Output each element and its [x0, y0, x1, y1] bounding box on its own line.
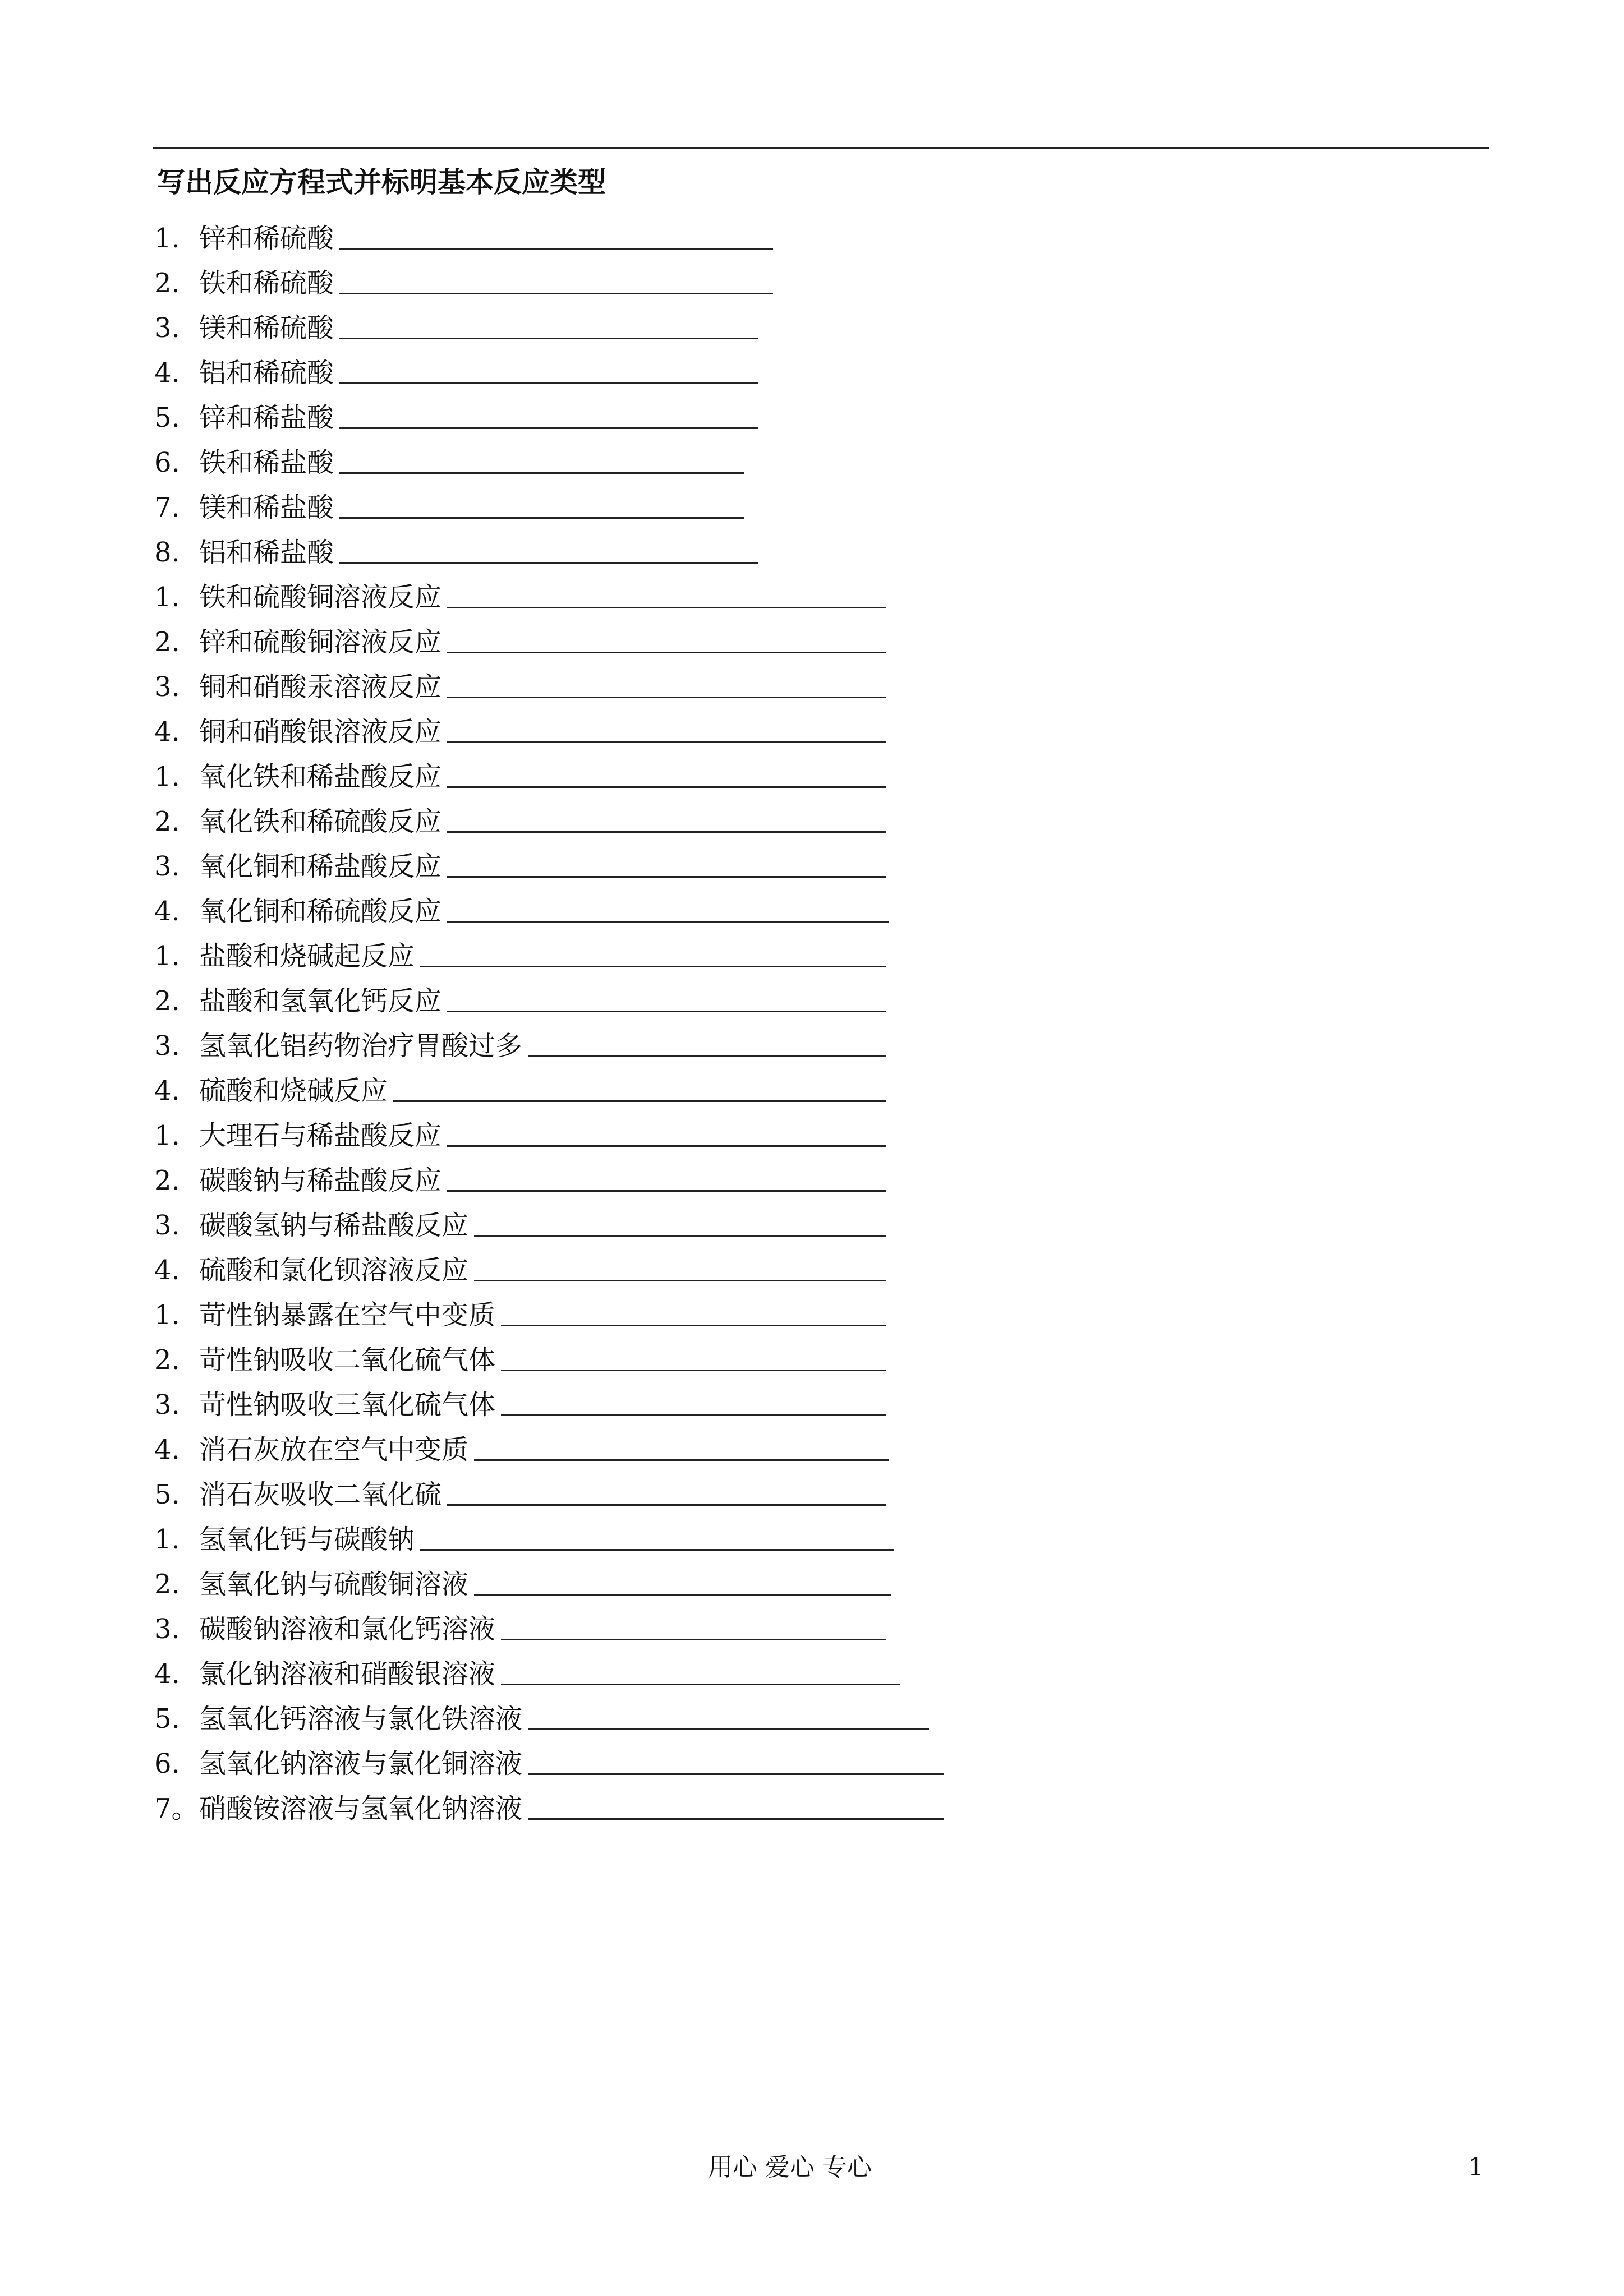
page-title: 写出反应方程式并标明基本反应类型 — [157, 165, 606, 199]
question-item — [154, 1242, 886, 1287]
answer-blank-line[interactable] — [339, 293, 773, 294]
question-text: 氢氧化铝药物治疗胃酸过多 — [199, 1030, 523, 1062]
question-number: 8. — [154, 537, 180, 568]
question-text: 锌和硫酸铜溶液反应 — [199, 626, 442, 658]
question-item — [154, 1152, 886, 1197]
question-item — [154, 1691, 929, 1736]
question-item — [154, 838, 886, 883]
question-item — [154, 569, 886, 614]
answer-blank-line[interactable] — [528, 1728, 929, 1730]
question-item — [154, 1781, 944, 1825]
question-item — [154, 435, 744, 480]
question-text: 铁和稀盐酸 — [199, 447, 334, 478]
question-number: 3. — [154, 671, 180, 703]
answer-blank-line[interactable] — [420, 966, 886, 967]
answer-blank-line[interactable] — [447, 1145, 886, 1147]
answer-blank-line[interactable] — [447, 697, 886, 698]
answer-blank-line[interactable] — [501, 1684, 900, 1685]
question-text: 镁和稀硫酸 — [199, 312, 334, 344]
question-number: 2. — [154, 1569, 180, 1600]
answer-blank-line[interactable] — [501, 1325, 886, 1326]
question-text: 碳酸钠与稀盐酸反应 — [199, 1165, 442, 1196]
question-item — [154, 480, 744, 524]
question-number: 5. — [154, 1479, 180, 1510]
question-number: 1. — [154, 223, 180, 254]
question-text: 镁和稀盐酸 — [199, 492, 334, 523]
question-text: 铝和稀盐酸 — [199, 537, 334, 568]
question-text: 锌和稀硫酸 — [199, 223, 334, 254]
answer-blank-line[interactable] — [447, 607, 886, 608]
question-number: 2. — [154, 985, 180, 1017]
question-item — [154, 1511, 894, 1556]
question-text: 铁和硫酸铜溶液反应 — [199, 582, 442, 613]
question-text: 氢氧化钠与硫酸铜溶液 — [199, 1569, 469, 1600]
answer-blank-line[interactable] — [393, 1100, 886, 1102]
question-item — [154, 300, 758, 345]
question-number: 4. — [154, 1434, 180, 1465]
question-number: 2. — [154, 1165, 180, 1196]
question-text: 硝酸铵溶液与氢氧化钠溶液 — [199, 1793, 523, 1824]
answer-blank-line[interactable] — [447, 1011, 886, 1012]
question-number: 4. — [154, 896, 180, 927]
question-number: 3. — [154, 1389, 180, 1421]
page-number: 1 — [1468, 2153, 1484, 2182]
answer-blank-line[interactable] — [501, 1639, 886, 1640]
question-number: 2. — [154, 1344, 180, 1376]
question-number: 4. — [154, 716, 180, 748]
answer-blank-line[interactable] — [339, 562, 758, 564]
question-text: 氢氧化钠溶液与氯化铜溶液 — [199, 1748, 523, 1779]
answer-blank-line[interactable] — [339, 382, 758, 384]
question-text: 盐酸和氢氧化钙反应 — [199, 985, 442, 1017]
question-number: 4. — [154, 1075, 180, 1106]
question-text: 消石灰吸收二氧化硫 — [199, 1479, 442, 1510]
question-item — [154, 1736, 944, 1781]
answer-blank-line[interactable] — [447, 1190, 886, 1192]
question-text: 铜和硝酸银溶液反应 — [199, 716, 442, 748]
answer-blank-line[interactable] — [447, 1504, 886, 1506]
question-text: 氧化铁和稀盐酸反应 — [199, 761, 442, 792]
answer-blank-line[interactable] — [474, 1594, 891, 1596]
question-number: 1. — [154, 1299, 180, 1331]
answer-blank-line[interactable] — [339, 248, 773, 250]
question-text: 盐酸和烧碱起反应 — [199, 940, 415, 972]
question-item — [154, 1422, 889, 1467]
question-text: 苛性钠吸收二氧化硫气体 — [199, 1344, 496, 1376]
question-item — [154, 1601, 886, 1646]
answer-blank-line[interactable] — [474, 1459, 889, 1461]
question-number: 4. — [154, 357, 180, 389]
question-number: 3. — [154, 312, 180, 344]
question-number: 1. — [154, 761, 180, 792]
question-number: 3. — [154, 1210, 180, 1241]
question-item — [154, 749, 886, 794]
question-number: 1. — [154, 582, 180, 613]
question-item — [154, 883, 889, 928]
question-item — [154, 210, 773, 255]
question-item — [154, 1197, 886, 1242]
question-item — [154, 255, 773, 300]
question-item — [154, 1108, 886, 1152]
answer-blank-line[interactable] — [474, 1280, 886, 1281]
question-number: 4. — [154, 1658, 180, 1690]
answer-blank-line[interactable] — [420, 1549, 894, 1551]
question-text: 苛性钠吸收三氧化硫气体 — [199, 1389, 496, 1421]
question-text: 氢氧化钙与碳酸钠 — [199, 1524, 415, 1555]
question-number: 2. — [154, 626, 180, 658]
answer-blank-line[interactable] — [339, 427, 758, 429]
question-item — [154, 524, 758, 569]
answer-blank-line[interactable] — [447, 741, 886, 743]
question-number: 2. — [154, 268, 180, 299]
question-item — [154, 1556, 891, 1601]
question-item — [154, 1467, 886, 1511]
question-text: 氧化铜和稀盐酸反应 — [199, 851, 442, 882]
question-number: 1. — [154, 1120, 180, 1151]
answer-blank-line[interactable] — [447, 652, 886, 653]
question-text: 碳酸钠溶液和氯化钙溶液 — [199, 1613, 496, 1645]
answer-blank-line[interactable] — [339, 472, 744, 474]
question-text: 氧化铜和稀硫酸反应 — [199, 896, 442, 927]
question-item — [154, 1377, 886, 1422]
answer-blank-line[interactable] — [339, 517, 744, 519]
answer-blank-line[interactable] — [474, 1235, 886, 1237]
question-text: 硫酸和氯化钡溶液反应 — [199, 1255, 469, 1286]
question-item — [154, 1018, 886, 1063]
question-text: 铝和稀硫酸 — [199, 357, 334, 389]
question-number: 6. — [154, 447, 180, 478]
question-text: 氯化钠溶液和硝酸银溶液 — [199, 1658, 496, 1690]
question-text: 氧化铁和稀硫酸反应 — [199, 806, 442, 837]
question-text: 铁和稀硫酸 — [199, 268, 334, 299]
question-number: 7. — [154, 492, 180, 523]
footer-text: 用心 爱心 专心 — [708, 2153, 872, 2182]
question-text: 铜和硝酸汞溶液反应 — [199, 671, 442, 703]
question-text: 硫酸和烧碱反应 — [199, 1075, 388, 1106]
question-number: 5. — [154, 402, 180, 434]
answer-blank-line[interactable] — [528, 1818, 944, 1820]
question-number: 1. — [154, 1524, 180, 1555]
answer-blank-line[interactable] — [447, 831, 886, 833]
question-number: 3. — [154, 1613, 180, 1645]
question-number: 4. — [154, 1255, 180, 1286]
question-item — [154, 345, 758, 390]
answer-blank-line[interactable] — [528, 1773, 944, 1775]
question-text: 碳酸氢钠与稀盐酸反应 — [199, 1210, 469, 1241]
question-text: 苛性钠暴露在空气中变质 — [199, 1299, 496, 1331]
answer-blank-line[interactable] — [501, 1414, 886, 1416]
question-item — [154, 704, 886, 749]
question-text: 消石灰放在空气中变质 — [199, 1434, 469, 1465]
question-text: 锌和稀盐酸 — [199, 402, 334, 434]
question-number: 7。 — [154, 1793, 199, 1824]
question-item — [154, 1332, 886, 1377]
answer-blank-line[interactable] — [447, 786, 886, 788]
question-item — [154, 659, 886, 704]
answer-blank-line[interactable] — [447, 921, 889, 923]
question-item — [154, 390, 758, 435]
question-item — [154, 794, 886, 838]
question-item — [154, 1063, 886, 1108]
answer-blank-line[interactable] — [339, 338, 758, 339]
question-number: 6. — [154, 1748, 180, 1779]
question-number: 1. — [154, 940, 180, 972]
answer-blank-line[interactable] — [447, 876, 886, 878]
question-text: 氢氧化钙溶液与氯化铁溶液 — [199, 1703, 523, 1735]
answer-blank-line[interactable] — [501, 1370, 886, 1371]
question-text: 大理石与稀盐酸反应 — [199, 1120, 442, 1151]
question-number: 3. — [154, 851, 180, 882]
question-number: 5. — [154, 1703, 180, 1735]
question-item — [154, 973, 886, 1018]
question-item — [154, 1646, 900, 1691]
question-number: 2. — [154, 806, 180, 837]
question-item — [154, 1287, 886, 1332]
answer-blank-line[interactable] — [528, 1055, 886, 1057]
question-item — [154, 614, 886, 659]
question-item — [154, 928, 886, 973]
question-number: 3. — [154, 1030, 180, 1062]
